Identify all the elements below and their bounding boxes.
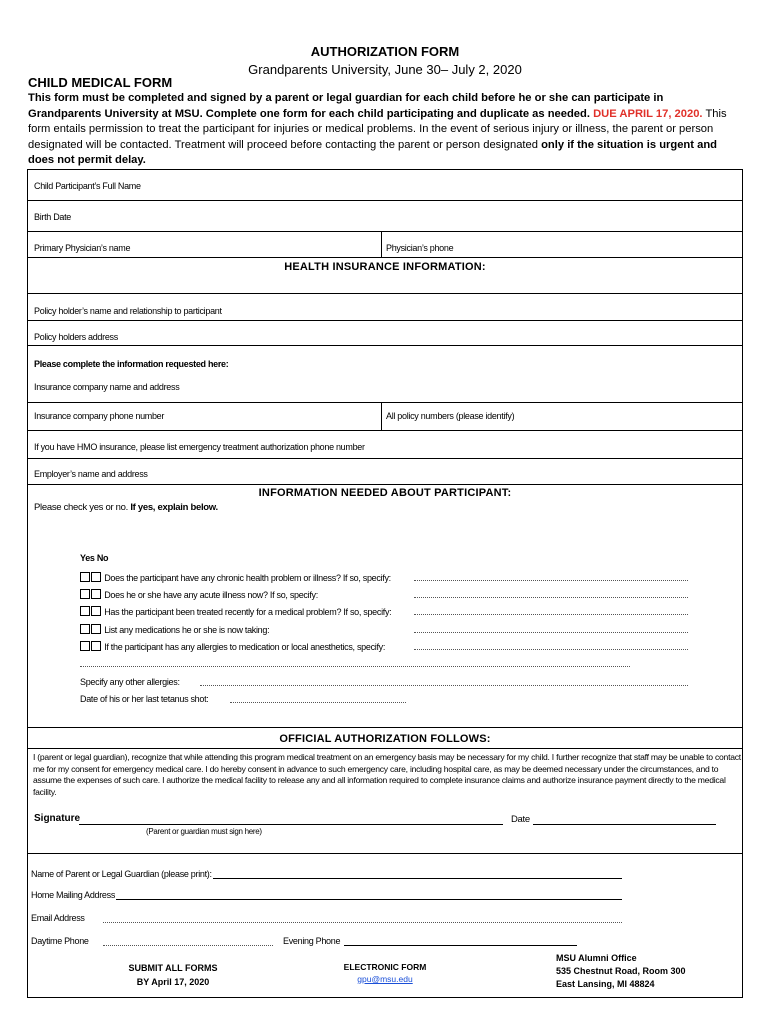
question-row <box>80 641 385 652</box>
divider <box>27 748 743 749</box>
physician-name-label: Primary Physician’s name <box>34 243 131 253</box>
divider <box>27 430 743 431</box>
divider <box>27 402 743 403</box>
other-allergies-line[interactable] <box>200 685 688 686</box>
date-label: Date <box>511 814 530 825</box>
tetanus-line[interactable] <box>230 702 406 703</box>
electronic-label: ELECTRONIC FORM <box>343 962 427 972</box>
policy-numbers-label: All policy numbers (please identify) <box>386 411 515 421</box>
yes-no-header: Yes No <box>80 553 109 563</box>
divider <box>381 231 382 257</box>
other-allergies-label: Specify any other allergies: <box>80 677 180 687</box>
physician-phone-label: Physician’s phone <box>386 243 454 253</box>
question-text: Does the participant have any chronic health problem or illness? If so, specify: <box>104 573 391 583</box>
answer-line[interactable] <box>414 649 688 650</box>
check-instruction <box>34 502 218 513</box>
no-checkbox[interactable] <box>91 641 101 651</box>
instruction-text: Please check yes or no. <box>34 502 128 513</box>
policy-holder-label: Policy holder’s name and relationship to participant <box>34 306 222 316</box>
answer-line[interactable] <box>414 614 688 615</box>
company-name-label: Insurance company name and address <box>34 382 180 392</box>
due-date: DUE APRIL 17, 2020. <box>593 107 703 120</box>
form-title: AUTHORIZATION FORM <box>310 44 460 59</box>
please-complete-label: Please complete the information requested here: <box>34 359 229 369</box>
evening-phone-line[interactable] <box>344 945 577 946</box>
divider <box>27 458 743 459</box>
question-row <box>80 606 391 617</box>
child-name-label: Child Participant’s Full Name <box>34 181 141 191</box>
divider <box>27 200 743 201</box>
daytime-phone-label: Daytime Phone <box>31 936 89 946</box>
answer-line[interactable] <box>414 597 688 598</box>
no-checkbox[interactable] <box>91 606 101 616</box>
date-line[interactable] <box>533 824 716 825</box>
divider <box>27 484 743 485</box>
no-checkbox[interactable] <box>91 589 101 599</box>
email-line[interactable] <box>103 922 622 923</box>
guardian-name-label: Name of Parent or Legal Guardian (please print): <box>31 869 212 879</box>
authorization-text: I (parent or legal guardian), recognize that while attending this program medical treatment on an emergency basis may be necessary for my child. I further recognize that staff may be unable to contact me for my consent for emergency medical care. I do hereby consent in advance to such emergency care, including hospital care, as may be deemed necessary under the circumstances, and to assume the expenses of such care. I authorize the medical facility to release any and all information required to complete insurance claims and authorize insurance payment directly to the medical facility. <box>33 752 741 797</box>
daytime-phone-line[interactable] <box>103 945 273 946</box>
insurance-heading: HEALTH INSURANCE INFORMATION: <box>284 261 486 273</box>
no-checkbox[interactable] <box>91 624 101 634</box>
signature-line[interactable] <box>79 824 503 825</box>
yes-checkbox[interactable] <box>80 589 90 599</box>
signature-note: (Parent or guardian must sign here) <box>146 827 262 836</box>
intro-part2: This form entails permission to treat the participant for injuries or medical problems. In the event of serious injury or illness, the parent or person designated will be contacted. Treatment will proceed before contacting the parent or person designated <box>28 107 727 151</box>
tetanus-label: Date of his or her last tetanus shot: <box>80 694 209 704</box>
divider <box>27 320 743 321</box>
yes-checkbox[interactable] <box>80 641 90 651</box>
yes-checkbox[interactable] <box>80 624 90 634</box>
divider <box>381 402 382 430</box>
question-text: Has the participant been treated recently for a medical problem? If so, specify: <box>104 607 392 617</box>
question-text: If the participant has any allergies to medication or local anesthetics, specify: <box>104 642 386 652</box>
submit-line2: BY April 17, 2020 <box>136 977 210 987</box>
electronic-form <box>330 961 440 985</box>
form-name: CHILD MEDICAL FORM <box>28 75 173 90</box>
intro-part1: This form must be completed and signed by a parent or legal guardian for each child before he or she can participate in Grandparents University at MSU. Complete one form for each child participating and duplicate as needed. <box>28 92 664 120</box>
mailing-address-line[interactable] <box>116 899 622 900</box>
office-line1: MSU Alumni Office <box>556 953 637 963</box>
instruction-bold: If yes, explain below. <box>130 502 218 513</box>
policy-address-label: Policy holders address <box>34 332 118 342</box>
divider <box>27 727 743 728</box>
question-row <box>80 624 269 635</box>
submit-instructions <box>118 961 228 989</box>
employer-label: Employer’s name and address <box>34 469 148 479</box>
authorization-heading: OFFICIAL AUTHORIZATION FOLLOWS: <box>279 733 491 745</box>
intro-paragraph <box>28 91 728 169</box>
divider <box>27 293 743 294</box>
intro-part3: only if the situation is urgent and does not permit delay. <box>28 138 717 166</box>
answer-line[interactable] <box>414 632 688 633</box>
divider <box>27 853 743 854</box>
guardian-name-line[interactable] <box>213 878 622 879</box>
submit-line1: SUBMIT ALL FORMS <box>128 963 218 973</box>
question-text: Does he or she have any acute illness now? If so, specify: <box>104 590 318 600</box>
answer-line[interactable] <box>414 580 688 581</box>
question-text: List any medications he or she is now taking: <box>104 625 270 635</box>
signature-label: Signature <box>34 813 81 824</box>
question-row <box>80 572 391 583</box>
hmo-label: If you have HMO insurance, please list emergency treatment authorization phone number <box>34 442 365 452</box>
email-label: Email Address <box>31 913 85 923</box>
evening-phone-label: Evening Phone <box>283 936 341 946</box>
form-subtitle: Grandparents University, June 30– July 2, 2020 <box>248 62 522 77</box>
office-line3: East Lansing, MI 48824 <box>556 979 655 989</box>
question-row <box>80 589 318 600</box>
yes-checkbox[interactable] <box>80 606 90 616</box>
divider <box>27 345 743 346</box>
mailing-address-label: Home Mailing Address <box>31 890 116 900</box>
participant-heading: INFORMATION NEEDED ABOUT PARTICIPANT: <box>258 487 512 499</box>
company-phone-label: Insurance company phone number <box>34 411 165 421</box>
no-checkbox[interactable] <box>91 572 101 582</box>
email-link[interactable]: gpu@msu.edu <box>357 974 413 984</box>
birth-date-label: Birth Date <box>34 212 72 222</box>
yes-checkbox[interactable] <box>80 572 90 582</box>
divider <box>27 257 743 258</box>
answer-line[interactable] <box>80 666 630 667</box>
divider <box>27 231 743 232</box>
office-line2: 535 Chestnut Road, Room 300 <box>556 966 686 976</box>
office-address <box>556 952 686 991</box>
